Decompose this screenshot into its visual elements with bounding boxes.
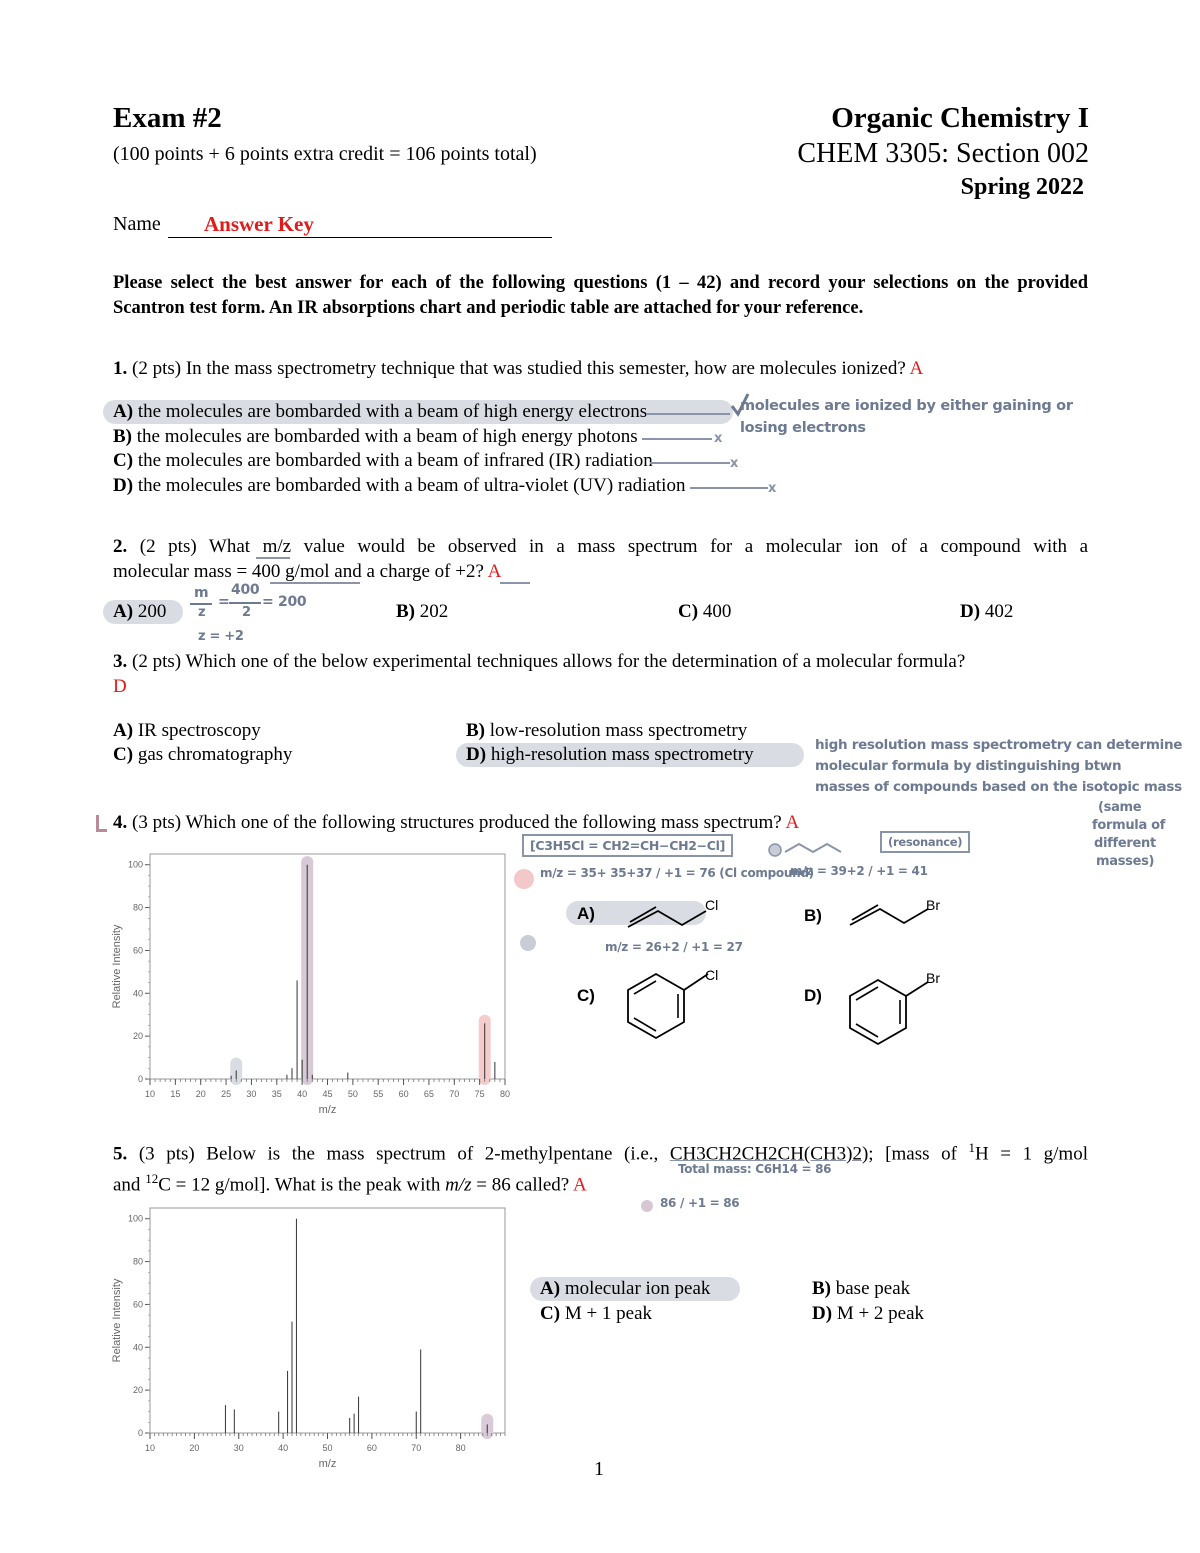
x-axis-label: m/z <box>318 1104 337 1116</box>
question-5-answer: A <box>572 1174 587 1196</box>
x-tick-label: 60 <box>366 1443 377 1453</box>
q4-note-mz-27: m/z = 26+2 / +1 = 27 <box>605 940 743 954</box>
y-axis-label: Relative Intensity <box>111 924 123 1009</box>
q3-option-a[interactable]: A) IR spectroscopy <box>113 720 261 741</box>
name-underline <box>168 237 552 238</box>
exam-points: (100 points + 6 points extra credit = 106 points total) <box>113 143 537 165</box>
name-label: Name <box>113 213 161 235</box>
name-answer-key: Answer Key <box>204 212 314 236</box>
x-tick-label: 30 <box>233 1443 244 1453</box>
q4-option-c-atom: Cl <box>705 967 719 983</box>
x-tick-label: 40 <box>278 1443 289 1453</box>
q2-note-m: m <box>194 585 209 601</box>
q4-note-mz-41: m/z = 39+2 / +1 = 41 <box>790 864 928 878</box>
x-tick-label: 15 <box>170 1089 181 1099</box>
q5-option-c[interactable]: C) M + 1 peak <box>540 1303 653 1324</box>
x-tick-label: 30 <box>246 1089 257 1099</box>
q4-note-radical-chain <box>765 838 875 862</box>
y-tick-label: 100 <box>127 1213 143 1224</box>
q1-note-line1: molecules are ionized by either gaining or <box>740 398 1073 414</box>
q3-note-line5: formula of <box>1092 818 1166 833</box>
q4-note-formula: [C3H5Cl = CH2=CH−CH2−Cl] <box>522 834 733 857</box>
q4-option-c-letter[interactable]: C) <box>577 986 595 1005</box>
question-1-number: 1. <box>113 358 128 379</box>
q2-note-fraction-bar2 <box>229 602 261 604</box>
page-number: 1 <box>594 1458 604 1480</box>
q4-option-d-atom: Br <box>926 970 940 986</box>
q5-option-b[interactable]: B) base peak <box>812 1278 911 1299</box>
question-5-formula: CH3CH2CH2CH(CH3)2 <box>669 1143 862 1165</box>
question-5: 5. (3 pts) Below is the mass spectrum of 2-methylpentane (i.e., CH3CH2CH2CH(CH3)2); [mass of $^1$H = 1 g/mol and $^{12}$C = 12 g/mol]. What is the peak with m/z = 86 called? A <box>113 1140 1088 1196</box>
y-tick-label: 0 <box>137 1428 143 1438</box>
q3-note-line4: (same <box>1098 800 1142 815</box>
q3-option-d[interactable]: D) high-resolution mass spectrometry <box>466 744 754 765</box>
x-tick-label: 35 <box>271 1089 282 1099</box>
q4-option-b-atom: Br <box>926 897 940 913</box>
q4-option-b-letter[interactable]: B) <box>804 906 822 925</box>
x-tick-label: 80 <box>455 1443 466 1453</box>
x-tick-label: 45 <box>322 1089 333 1099</box>
y-tick-label: 20 <box>132 1031 143 1042</box>
q4-option-a-atom: Cl <box>705 897 719 913</box>
q2-option-a[interactable]: A) 200 <box>113 601 167 622</box>
q2-note-400: 400 <box>231 582 260 598</box>
question-4-number: 4. <box>113 812 128 833</box>
q3-note-line3: masses of compounds based on the isotopic mass <box>815 779 1182 795</box>
q4-note-grey-dot <box>520 935 536 951</box>
q1-option-a[interactable]: A) the molecules are bombarded with a beam of high energy electrons <box>113 401 648 422</box>
y-axis-label: Relative Intensity <box>111 1278 123 1363</box>
y-tick-label: 40 <box>132 988 143 999</box>
x-tick-label: 10 <box>144 1443 156 1453</box>
x-tick-label: 50 <box>322 1443 333 1453</box>
q2-option-d[interactable]: D) 402 <box>960 601 1014 622</box>
q4-option-a-letter[interactable]: A) <box>577 904 595 923</box>
svg-text:x: x <box>714 431 723 446</box>
x-tick-label: 10 <box>144 1089 156 1099</box>
question-1-text: (2 pts) In the mass spectrometry technique that was studied this semester, how are molecules ionized? <box>127 358 906 379</box>
question-3 <box>113 649 965 674</box>
q2-note-2: 2 <box>242 605 251 620</box>
q1-note-line2: losing electrons <box>740 420 866 436</box>
question-2-number: 2. <box>113 536 128 557</box>
x-tick-label: 50 <box>347 1089 358 1099</box>
q3-option-b[interactable]: B) low-resolution mass spectrometry <box>466 720 748 741</box>
q1-option-c[interactable]: C) the molecules are bombarded with a beam of infrared (IR) radiation <box>113 450 653 471</box>
question-2-answer: A <box>487 561 502 582</box>
mass-spectrum-chart-1 <box>108 848 513 1116</box>
q4-note-resonance: (resonance) <box>880 831 970 853</box>
q3-option-c[interactable]: C) gas chromatography <box>113 744 293 765</box>
q3-note-line2: molecular formula by distinguishing btwn <box>815 758 1122 774</box>
q2-note-z2: z = +2 <box>198 629 244 644</box>
question-4-text: (3 pts) Which one of the following structures produced the following mass spectrum? <box>127 812 782 833</box>
x-tick-label: 25 <box>221 1089 232 1099</box>
plot-frame <box>150 854 505 1079</box>
question-3-number: 3. <box>113 651 128 672</box>
mass-spectrum-chart-2 <box>108 1202 513 1470</box>
y-tick-label: 80 <box>132 902 143 913</box>
q4-margin-mark <box>96 815 107 832</box>
q2-note-eq: = <box>218 594 230 610</box>
question-2-line2: molecular mass = 400 g/mol and a charge of +2? <box>113 561 484 582</box>
y-tick-label: 40 <box>132 1342 143 1353</box>
q5-option-a[interactable]: A) molecular ion peak <box>540 1278 711 1299</box>
q5-note-dot <box>641 1200 653 1212</box>
q3-note-line6: different <box>1094 836 1156 851</box>
y-tick-label: 60 <box>132 945 143 956</box>
q4-option-d-letter[interactable]: D) <box>804 986 822 1005</box>
question-1 <box>113 356 923 381</box>
x-axis-label: m/z <box>318 1458 337 1470</box>
q5-note-mz: 86 / +1 = 86 <box>660 1196 740 1210</box>
x-tick-label: 80 <box>499 1089 511 1099</box>
question-4-answer: A <box>785 812 800 833</box>
q3-note-line1: high resolution mass spectrometry can determine <box>815 737 1183 753</box>
q2-note-result: = 200 <box>262 594 307 610</box>
plot-frame <box>150 1208 505 1433</box>
y-tick-label: 60 <box>132 1299 143 1310</box>
svg-text:x: x <box>730 456 739 471</box>
q2-note-z: z <box>198 605 206 620</box>
question-3-text: (2 pts) Which one of the below experimental techniques allows for the determination of a molecular formula? <box>127 651 966 672</box>
x-tick-label: 40 <box>297 1089 308 1099</box>
q2-option-c[interactable]: C) 400 <box>678 601 732 622</box>
x-tick-label: 70 <box>411 1443 422 1453</box>
q2-underline-marks <box>250 556 570 586</box>
x-tick-label: 60 <box>398 1089 409 1099</box>
q5-option-d[interactable]: D) M + 2 peak <box>812 1303 925 1324</box>
x-tick-label: 65 <box>423 1089 434 1099</box>
exam-title: Exam #2 <box>113 102 222 134</box>
y-tick-label: 0 <box>137 1074 143 1084</box>
q3-note-line7: masses) <box>1096 854 1155 869</box>
y-tick-label: 100 <box>127 859 143 870</box>
x-tick-label: 20 <box>189 1443 200 1453</box>
q4-note-red-dot <box>514 869 534 889</box>
question-1-answer: A <box>909 358 924 379</box>
x-tick-label: 55 <box>373 1089 384 1099</box>
q4-note-mz-76: m/z = 35+ 35+37 / +1 = 76 (Cl compound) <box>540 866 814 880</box>
q2-option-b[interactable]: B) 202 <box>396 601 449 622</box>
q1-option-b[interactable]: B) the molecules are bombarded with a beam of high energy photons <box>113 426 638 447</box>
y-tick-label: 80 <box>132 1256 143 1267</box>
x-tick-label: 20 <box>195 1089 206 1099</box>
question-3-answer: D <box>113 676 127 697</box>
course-code: CHEM 3305: Section 002 <box>797 138 1089 169</box>
x-tick-label: 70 <box>449 1089 460 1099</box>
y-tick-label: 20 <box>132 1385 143 1396</box>
question-2-line1: (2 pts) What m/z value would be observed in a mass spectrum for a molecular ion of a compound with a <box>127 536 1088 557</box>
x-tick-label: 75 <box>474 1089 485 1099</box>
svg-text:x: x <box>768 481 777 496</box>
course-title: Organic Chemistry I <box>831 102 1089 134</box>
question-4 <box>113 810 799 835</box>
term: Spring 2022 <box>960 174 1084 200</box>
q5-note-total-mass: Total mass: C6H14 = 86 <box>678 1162 832 1176</box>
q1-option-d[interactable]: D) the molecules are bombarded with a beam of ultra-violet (UV) radiation <box>113 475 686 496</box>
question-5-number: 5. <box>113 1143 128 1165</box>
instructions: Please select the best answer for each of the following questions (1 – 42) and record your selections on the provided Scantron test form. An IR absorptions chart and periodic table are attached for your reference. <box>113 273 1088 318</box>
